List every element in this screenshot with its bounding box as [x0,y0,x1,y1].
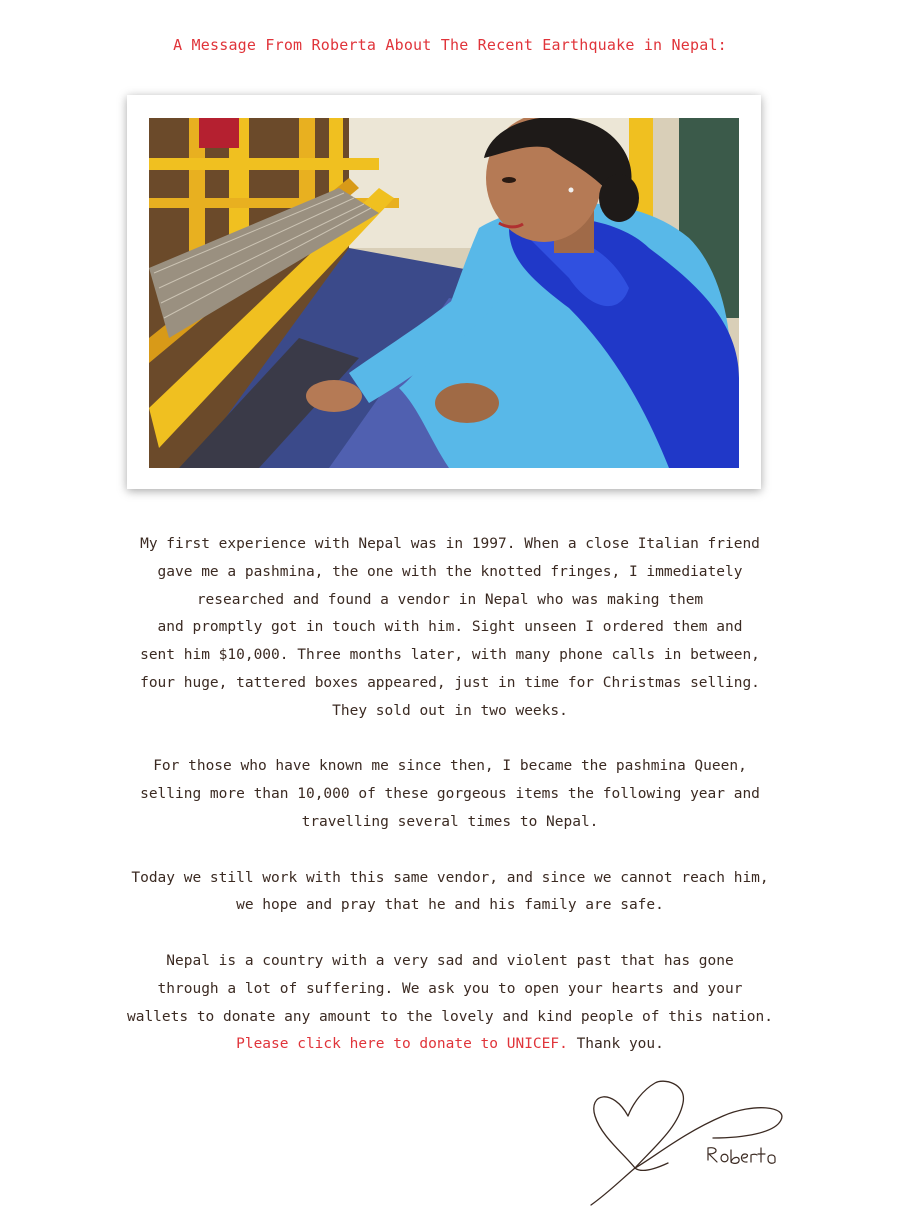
message-body [40,531,860,1087]
text-line: For those who have known me since then, I became the pashmina Queen, [153,758,747,775]
donate-link[interactable]: Please click here to donate to UNICEF. [236,1036,568,1053]
donate-line [40,1031,860,1059]
paragraph-2 [40,753,860,836]
weaver-photo [149,118,739,468]
signature-name [708,1148,775,1164]
text-line: through a lot of suffering. We ask you to open your hearts and your [157,980,743,997]
signature [583,1078,803,1210]
text-line: Nepal is a country with a very sad and violent past that has gone [166,952,734,969]
photo-frame [127,95,761,489]
text-line: Today we still work with this same vendor, and since we cannot reach him, [131,869,769,886]
text-line: we hope and pray that he and his family are safe. [236,897,664,914]
text-line: My first experience with Nepal was in 1997. When a close Italian friend [140,536,760,552]
paragraph-1 [40,531,860,726]
page-heading: A Message From Roberta About The Recent Earthquake in Nepal: [173,36,727,54]
text-line: researched and found a vendor in Nepal who was making them [196,591,704,608]
text-line: gave me a pashmina, the one with the knotted fringes, I immediately [157,563,743,580]
text-line: They sold out in two weeks. [332,702,568,719]
text-line: and promptly got in touch with him. Sight unseen I ordered them and [157,619,743,636]
paragraph-3 [40,865,860,921]
paragraph-4 [40,948,860,1059]
text-line: wallets to donate any amount to the lovely and kind people of this nation. [126,1008,773,1025]
text-line: travelling several times to Nepal. [301,813,599,830]
text-line: selling more than 10,000 of these gorgeous items the following year and [140,786,760,803]
text-line: sent him $10,000. Three months later, with many phone calls in between, [140,647,760,664]
text-line: four huge, tattered boxes appeared, just in time for Christmas selling. [140,674,760,691]
thank-you-text: Thank you. [567,1036,664,1053]
